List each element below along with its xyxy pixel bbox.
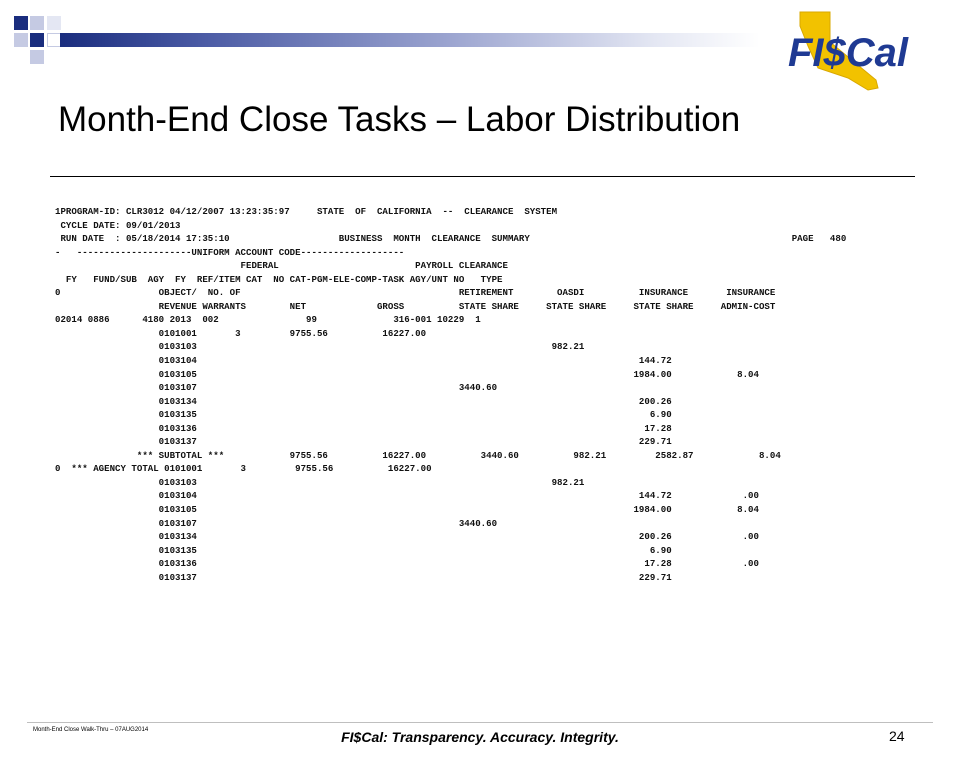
report-line: 0103103 982.21 — [55, 476, 585, 488]
report-line: 0103105 1984.00 8.04 — [55, 368, 759, 380]
report-line: CYCLE DATE: 09/01/2013 — [55, 219, 181, 231]
corner-square — [47, 33, 61, 47]
report-printout — [55, 205, 846, 584]
footer-tagline: FI$Cal: Transparency. Accuracy. Integrity. — [341, 729, 619, 745]
title-divider — [50, 176, 915, 177]
report-line: 0103137 229.71 — [55, 571, 672, 583]
report-line: 0103134 200.26 .00 — [55, 531, 759, 543]
corner-square — [14, 16, 28, 30]
report-line: 0103136 17.28 .00 — [55, 558, 759, 570]
report-line: 1PROGRAM-ID: CLR3012 04/12/2007 13:23:35:97 STATE OF CALIFORNIA -- CLEARANCE SYSTEM — [55, 206, 558, 217]
logo-text: FI$Cal — [788, 31, 909, 75]
footer-document-label: Month-End Close Walk-Thru – 07AUG2014 — [33, 727, 149, 733]
report-line: 0103135 6.90 — [55, 409, 672, 421]
report-line: 0103136 17.28 — [55, 422, 672, 434]
report-line: 0103104 144.72 — [55, 355, 672, 367]
footer-divider — [27, 722, 933, 723]
header-gradient-bar — [60, 33, 760, 47]
corner-square — [30, 33, 44, 47]
slide-title: Month-End Close Tasks – Labor Distribution — [58, 100, 741, 139]
report-line: 0103105 1984.00 8.04 — [55, 504, 759, 516]
report-line: - ---------------------UNIFORM ACCOUNT CODE------------------- — [55, 246, 405, 258]
corner-square — [14, 33, 28, 47]
report-line: 0103137 229.71 — [55, 436, 672, 448]
report-line: 0101001 3 9755.56 16227.00 — [55, 327, 427, 339]
report-line: 0103103 982.21 — [55, 341, 585, 353]
report-line: 0 OBJECT/ NO. OF RETIREMENT OASDI INSURANCE INSURANCE — [55, 287, 776, 299]
report-line: 0103134 200.26 — [55, 395, 672, 407]
report-line: RUN DATE : 05/18/2014 17:35:10 BUSINESS MONTH CLEARANCE SUMMARY PAGE 480 — [55, 233, 847, 245]
report-line: 0103104 144.72 .00 — [55, 490, 759, 502]
corner-square — [30, 16, 44, 30]
report-line: 0 *** AGENCY TOTAL 0101001 3 9755.56 16227.00 — [55, 463, 432, 475]
report-line: 02014 0886 4180 2013 002 99 316-001 10229 1 — [55, 314, 481, 326]
report-line: 0103107 3440.60 — [55, 382, 498, 394]
page-number: 24 — [889, 728, 905, 744]
corner-square — [47, 16, 61, 30]
report-line: 0103107 3440.60 — [55, 517, 498, 529]
report-line: REVENUE WARRANTS NET GROSS STATE SHARE STATE SHARE STATE SHARE ADMIN-COST — [55, 300, 776, 312]
report-line: FY FUND/SUB AGY FY REF/ITEM CAT NO CAT-PGM-ELE-COMP-TASK AGY/UNT NO TYPE — [55, 273, 503, 285]
fiscal-logo — [778, 6, 950, 92]
report-line: *** SUBTOTAL *** 9755.56 16227.00 3440.60 982.21 2582.87 8.04 — [55, 449, 781, 461]
report-line: 0103135 6.90 — [55, 544, 672, 556]
report-line: FEDERAL PAYROLL CLEARANCE — [55, 260, 508, 272]
corner-square — [30, 50, 44, 64]
